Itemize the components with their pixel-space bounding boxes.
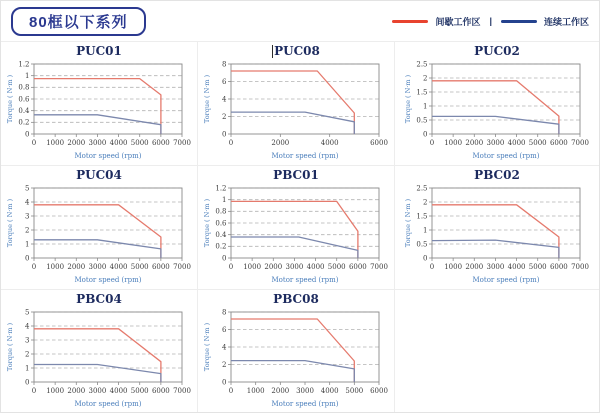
chart-PUC02 [395,42,599,160]
x-axis-label: Motor speed (rpm) [74,152,142,160]
x-tick-label: 4000 [507,263,526,271]
continuous-line-swatch [501,20,537,23]
intermittent-line [34,79,161,134]
x-tick-label: 4000 [109,387,128,395]
y-tick-label: 0 [423,130,428,139]
x-tick-label: 2000 [271,387,290,395]
x-tick-label: 2000 [264,263,283,271]
y-tick-label: 1.2 [215,184,227,193]
continuous-line [34,115,161,134]
x-tick-label: 0 [429,139,435,147]
y-tick-label: 0.8 [215,207,227,216]
y-tick-label: 0.2 [215,242,227,251]
y-tick-label: 1 [25,364,30,373]
x-axis-label: Motor speed (rpm) [472,152,540,160]
y-tick-label: 1.5 [416,212,428,221]
x-tick-label: 3000 [486,263,505,271]
x-tick-label: 6000 [370,387,388,395]
x-tick-label: 5000 [130,139,149,147]
intermittent-line [34,329,161,382]
y-tick-label: 0 [222,130,227,139]
y-axis-label: Torque ( N·m ) [404,198,412,248]
y-tick-label: 6 [222,325,227,334]
y-tick-label: 2.5 [416,184,428,193]
x-tick-label: 6000 [348,263,367,271]
chart-title: PUC08 [274,44,320,58]
chart-plot [4,59,194,160]
x-tick-label: 4000 [507,139,526,147]
y-axis-label: Torque ( N·m ) [203,322,211,372]
continuous-line [231,237,358,258]
y-axis-label: Torque ( N·m ) [404,74,412,124]
y-axis-label: Torque ( N·m ) [203,198,211,248]
chart-title: PBC04 [76,292,122,306]
x-tick-label: 0 [31,263,37,271]
y-tick-label: 6 [222,77,227,86]
chart-plot [4,307,194,408]
grid-cell [1,42,198,166]
y-axis-label: Torque ( N·m ) [6,74,14,124]
grid-cell [198,290,395,413]
intermittent-line [231,319,354,382]
chart-title: PUC04 [76,168,122,182]
x-tick-label: 1000 [46,139,65,147]
legend-separator: | [489,16,492,26]
chart-title: PUC02 [474,44,520,58]
y-tick-label: 1 [222,195,227,204]
y-tick-label: 4 [25,322,30,331]
y-tick-label: 3 [25,212,30,221]
x-tick-label: 7000 [370,263,388,271]
grid-cell [395,166,599,290]
intermittent-line [231,201,358,258]
x-axis-label: Motor speed (rpm) [271,152,339,160]
x-tick-label: 4000 [320,387,339,395]
y-tick-label: 4 [25,198,30,207]
x-tick-label: 2000 [67,139,86,147]
chart-PBC04 [1,290,197,408]
y-tick-label: 0 [423,254,428,263]
y-tick-label: 3 [25,336,30,345]
x-tick-label: 2000 [271,139,290,147]
y-tick-label: 5 [25,308,30,317]
y-tick-label: 2 [423,198,428,207]
x-tick-label: 7000 [173,387,191,395]
x-tick-label: 1000 [444,139,463,147]
x-tick-label: 4000 [109,139,128,147]
continuous-line [432,116,559,134]
series-title-badge [11,7,146,36]
y-tick-label: 2 [423,74,428,83]
x-axis-label: Motor speed (rpm) [271,276,339,284]
x-tick-label: 0 [31,139,37,147]
y-tick-label: 1 [423,226,428,235]
x-axis-label: Motor speed (rpm) [74,276,142,284]
x-tick-label: 6000 [151,263,170,271]
x-axis-label: Motor speed (rpm) [472,276,540,284]
grid-cell [395,42,599,166]
x-tick-label: 5000 [345,387,364,395]
x-tick-label: 1000 [246,387,265,395]
chart-plot [4,183,194,284]
y-tick-label: 8 [222,308,227,317]
x-tick-label: 7000 [571,139,589,147]
x-tick-label: 0 [228,263,234,271]
continuous-legend-label: 连续工作区 [543,16,589,27]
y-tick-label: 0 [25,378,30,387]
x-tick-label: 2000 [67,263,86,271]
y-tick-label: 2 [222,112,227,121]
chart-PBC01 [198,166,394,284]
continuous-line [231,112,354,134]
x-tick-label: 0 [228,387,234,395]
x-tick-label: 7000 [173,263,191,271]
header [1,1,599,41]
y-tick-label: 0.2 [18,118,30,127]
chart-title: PBC08 [273,292,319,306]
grid-cell [1,166,198,290]
y-tick-label: 0 [222,254,227,263]
y-tick-label: 1 [25,71,30,80]
chart-title: PBC02 [474,168,520,182]
y-tick-label: 4 [222,95,227,104]
x-tick-label: 2000 [465,139,484,147]
y-tick-label: 1 [423,102,428,111]
continuous-line [231,361,354,382]
x-tick-label: 5000 [528,263,547,271]
y-tick-label: 2.5 [416,60,428,69]
chart-grid [1,41,599,413]
intermittent-line [34,205,161,258]
y-axis-label: Torque ( N·m ) [6,322,14,372]
chart-PBC08 [198,290,394,408]
y-tick-label: 8 [222,60,227,69]
x-tick-label: 2000 [465,263,484,271]
x-tick-label: 4000 [320,139,339,147]
x-tick-label: 5000 [130,263,149,271]
grid-cell [198,166,395,290]
y-tick-label: 2 [25,226,30,235]
x-tick-label: 1000 [444,263,463,271]
intermittent-line [231,71,354,134]
y-tick-label: 0.6 [215,219,227,228]
chart-plot [201,307,391,408]
chart-PUC01 [1,42,197,160]
x-tick-label: 5000 [130,387,149,395]
y-tick-label: 0 [222,378,227,387]
x-tick-label: 6000 [151,139,170,147]
text-cursor [272,45,273,58]
y-tick-label: 0.5 [416,116,428,125]
x-tick-label: 6000 [549,263,568,271]
chart-title: PBC01 [273,168,319,182]
legend [392,15,589,28]
y-tick-label: 0.6 [18,95,30,104]
x-tick-label: 6000 [370,139,388,147]
chart-PBC02 [395,166,599,284]
x-tick-label: 0 [429,263,435,271]
x-tick-label: 3000 [88,387,107,395]
x-tick-label: 6000 [151,387,170,395]
y-tick-label: 1 [25,240,30,249]
chart-plot [201,183,391,284]
x-tick-label: 7000 [173,139,191,147]
y-tick-label: 5 [25,184,30,193]
x-tick-label: 0 [228,139,234,147]
x-tick-label: 0 [31,387,37,395]
y-tick-label: 1.5 [416,88,428,97]
x-tick-label: 5000 [528,139,547,147]
y-tick-label: 0.8 [18,83,30,92]
y-tick-label: 1.2 [18,60,30,69]
chart-title: PUC01 [76,44,122,58]
empty-grid-cell [395,290,599,413]
y-tick-label: 0 [25,254,30,263]
x-axis-label: Motor speed (rpm) [74,400,142,408]
x-tick-label: 3000 [88,263,107,271]
y-tick-label: 0.5 [416,240,428,249]
x-axis-label: Motor speed (rpm) [271,400,339,408]
intermittent-legend-label: 间歇工作区 [435,16,481,27]
intermittent-line-swatch [392,20,428,23]
y-tick-label: 0.4 [215,230,227,239]
y-tick-label: 2 [25,350,30,359]
continuous-line [432,240,559,258]
x-tick-label: 1000 [243,263,262,271]
y-tick-label: 0 [25,130,30,139]
y-axis-label: Torque ( N·m ) [6,198,14,248]
chart-PUC08 [198,42,394,160]
intermittent-line [432,81,559,134]
y-tick-label: 2 [222,360,227,369]
y-tick-label: 4 [222,343,227,352]
x-tick-label: 4000 [109,263,128,271]
x-tick-label: 3000 [486,139,505,147]
x-tick-label: 3000 [285,263,304,271]
intermittent-line [432,205,559,258]
x-tick-label: 4000 [306,263,325,271]
x-tick-label: 6000 [549,139,568,147]
y-axis-label: Torque ( N·m ) [203,74,211,124]
grid-cell [198,42,395,166]
x-tick-label: 3000 [296,387,314,395]
continuous-line [34,365,161,383]
chart-plot [402,59,592,160]
x-tick-label: 7000 [571,263,589,271]
chart-PUC04 [1,166,197,284]
x-tick-label: 2000 [67,387,86,395]
chart-plot [402,183,592,284]
y-tick-label: 0.4 [18,106,30,115]
series-title: 80框以下系列 [29,13,128,31]
x-tick-label: 1000 [46,387,65,395]
x-tick-label: 1000 [46,263,65,271]
grid-cell [1,290,198,413]
chart-plot [201,59,391,160]
x-tick-label: 5000 [327,263,346,271]
continuous-line [34,240,161,258]
x-tick-label: 3000 [88,139,107,147]
